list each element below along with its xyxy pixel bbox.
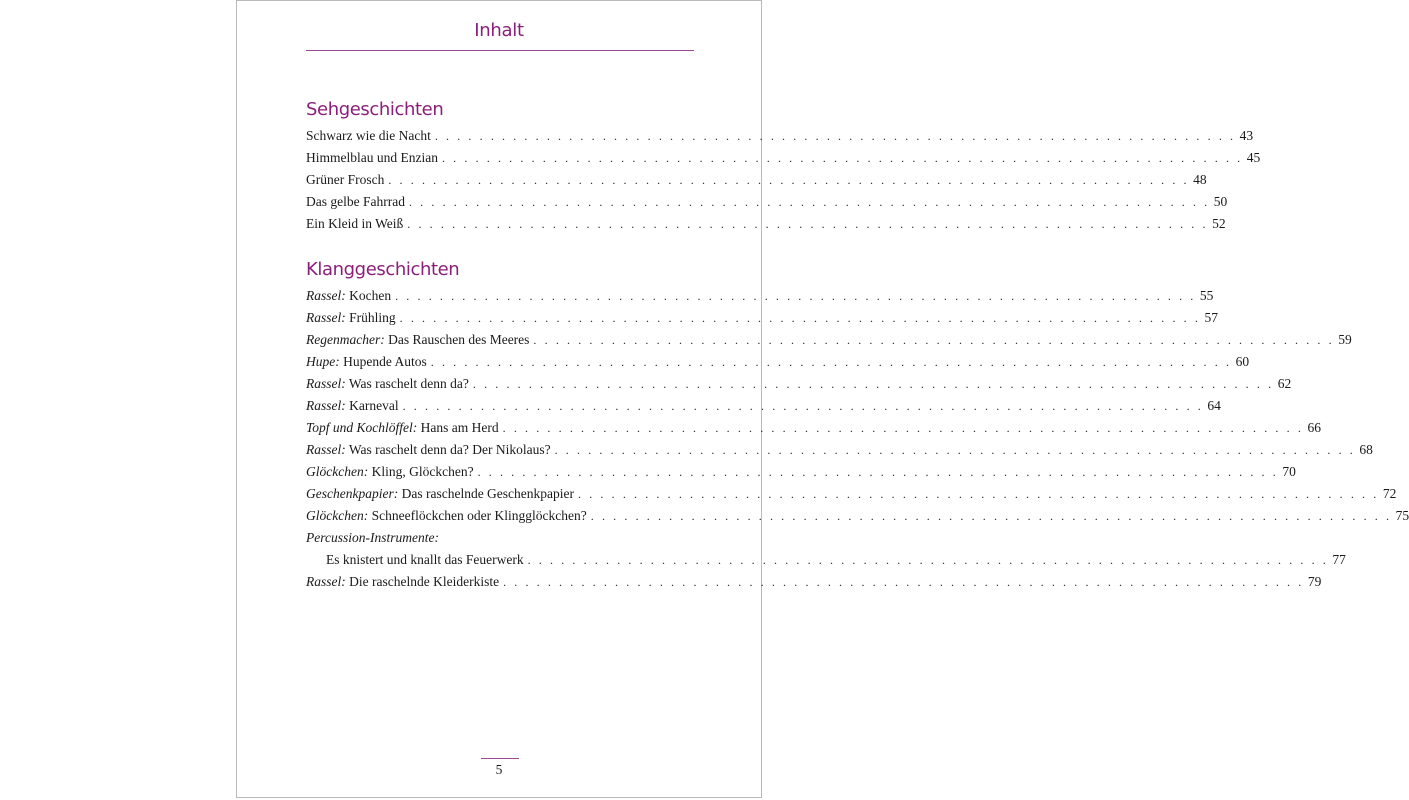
- toc-entry[interactable]: [306, 373, 1292, 395]
- toc-entry-text: Hupende Autos: [343, 354, 427, 369]
- dot-leader: . . . . . . . . . . . . . . . . . . . . . . . . . . . . . . . . . . . . . . . . . . . . . . . . . . . . . . . . . . . . . . . . . . . . . . . .: [407, 217, 1209, 231]
- dot-leader: . . . . . . . . . . . . . . . . . . . . . . . . . . . . . . . . . . . . . . . . . . . . . . . . . . . . . . . . . . . . . . . . . . . . . . . .: [408, 195, 1210, 209]
- dot-leader: . . . . . . . . . . . . . . . . . . . . . . . . . . . . . . . . . . . . . . . . . . . . . . . . . . . . . . . . . . . . . . . . . . . . . . . .: [554, 443, 1356, 457]
- toc-entry[interactable]: [306, 549, 1346, 571]
- toc-entry-instrument: Topf und Kochlöffel:: [306, 420, 418, 435]
- toc-entry-page: 64: [1207, 398, 1221, 413]
- toc-entry-text: Das raschelnde Geschenkpapier: [401, 486, 575, 501]
- dot-leader: . . . . . . . . . . . . . . . . . . . . . . . . . . . . . . . . . . . . . . . . . . . . . . . . . . . . . . . . . . . . . . . . . . . . . . . .: [399, 311, 1201, 325]
- toc-entry-text: Was raschelt denn da? Der Nikolaus?: [348, 442, 551, 457]
- toc-entry[interactable]: [306, 213, 1226, 235]
- dot-leader: . . . . . . . . . . . . . . . . . . . . . . . . . . . . . . . . . . . . . . . . . . . . . . . . . . . . . . . . . . . . . . . . . . . . . . . .: [441, 151, 1243, 165]
- toc-entry-title: [306, 285, 391, 307]
- toc-entry-page: 59: [1338, 332, 1352, 347]
- toc-entry-page: 45: [1246, 150, 1261, 165]
- dot-leader: . . . . . . . . . . . . . . . . . . . . . . . . . . . . . . . . . . . . . . . . . . . . . . . . . . . . . . . . . . . . . . . . . . . . . . . .: [472, 377, 1274, 391]
- toc-entry-page: 75: [1395, 508, 1409, 523]
- toc-entry-page: 50: [1213, 194, 1228, 209]
- toc-entry-instrument: Geschenkpapier:: [306, 486, 399, 501]
- toc-entry-title: [306, 125, 431, 147]
- toc-entry-instrument: Regenmacher:: [306, 332, 385, 347]
- toc-entry-text: Das gelbe Fahrrad: [306, 194, 405, 209]
- toc-entry[interactable]: [306, 439, 1373, 461]
- toc-entry-text: Kochen: [349, 288, 392, 303]
- title-rule: [306, 50, 694, 51]
- toc-entry[interactable]: [306, 571, 1322, 593]
- toc-entry[interactable]: [306, 417, 1321, 439]
- toc-entry-page: 68: [1359, 442, 1373, 457]
- toc-entry-instrument: Rassel:: [306, 376, 346, 391]
- toc-entry-title: [306, 505, 587, 527]
- toc-entry-title: [306, 169, 384, 191]
- toc-entry-instrument: Hupe:: [306, 354, 340, 369]
- section-heading: Sehgeschichten: [306, 99, 444, 120]
- toc-entry-title: [306, 417, 499, 439]
- dot-leader: . . . . . . . . . . . . . . . . . . . . . . . . . . . . . . . . . . . . . . . . . . . . . . . . . . . . . . . . . . . . . . . . . . . . . . . .: [430, 355, 1232, 369]
- toc-entry-text: Kling, Glöckchen?: [371, 464, 474, 479]
- document-page: [236, 0, 1409, 798]
- toc-entry-title: [306, 147, 438, 169]
- dot-leader: . . . . . . . . . . . . . . . . . . . . . . . . . . . . . . . . . . . . . . . . . . . . . . . . . . . . . . . . . . . . . . . . . . . . . . . .: [434, 129, 1236, 143]
- toc-entry-page: 62: [1277, 376, 1292, 391]
- dot-leader: . . . . . . . . . . . . . . . . . . . . . . . . . . . . . . . . . . . . . . . . . . . . . . . . . . . . . . . . . . . . . . . . . . . . . . . .: [578, 487, 1379, 501]
- toc-entry-text: Hans am Herd: [420, 420, 499, 435]
- toc-entry-title: [306, 461, 474, 483]
- toc-entry-title: [306, 329, 529, 351]
- toc-entry-text: Schneeflöckchen oder Klingglöckchen?: [371, 508, 587, 523]
- toc-entry[interactable]: [306, 147, 1261, 169]
- toc-entry-text: Schwarz wie die Nacht: [306, 128, 431, 143]
- toc-entry-title: [306, 527, 439, 549]
- toc-entry-page: 52: [1212, 216, 1226, 231]
- dot-leader: . . . . . . . . . . . . . . . . . . . . . . . . . . . . . . . . . . . . . . . . . . . . . . . . . . . . . . . . . . . . . . . . . . . . . . . .: [503, 575, 1304, 589]
- toc-entry[interactable]: [306, 169, 1207, 191]
- section-heading: Klanggeschichten: [306, 259, 460, 280]
- toc-entry-title: [306, 351, 427, 373]
- toc-entry-page: 72: [1382, 486, 1397, 501]
- toc-section: [306, 255, 1409, 593]
- dot-leader: . . . . . . . . . . . . . . . . . . . . . . . . . . . . . . . . . . . . . . . . . . . . . . . . . . . . . . . . . . . . . . . . . . . . . . . .: [402, 399, 1204, 413]
- toc-entry-title: [306, 571, 499, 593]
- dot-leader: . . . . . . . . . . . . . . . . . . . . . . . . . . . . . . . . . . . . . . . . . . . . . . . . . . . . . . . . . . . . . . . . . . . . . . . .: [395, 289, 1196, 303]
- toc-entry-text: Das Rauschen des Meeres: [388, 332, 530, 347]
- toc-entry-title: [306, 213, 403, 235]
- toc-entry-title: [306, 307, 396, 329]
- toc-entry-text: Ein Kleid in Weiß: [306, 216, 404, 231]
- toc-entry-text: Frühling: [349, 310, 396, 325]
- table-of-contents: [306, 95, 1409, 593]
- toc-entry[interactable]: [306, 351, 1250, 373]
- toc-entry-instrument: Glöckchen:: [306, 508, 369, 523]
- dot-leader: . . . . . . . . . . . . . . . . . . . . . . . . . . . . . . . . . . . . . . . . . . . . . . . . . . . . . . . . . . . . . . . . . . . . . . . .: [502, 421, 1304, 435]
- dot-leader: . . . . . . . . . . . . . . . . . . . . . . . . . . . . . . . . . . . . . . . . . . . . . . . . . . . . . . . . . . . . . . . . . . . . . . . .: [533, 333, 1335, 347]
- toc-entry-title: [326, 549, 524, 571]
- toc-entry-page: 48: [1193, 172, 1207, 187]
- toc-entry[interactable]: [306, 329, 1352, 351]
- toc-entry-text: Es knistert und knallt das Feuerwerk: [326, 552, 524, 567]
- toc-entry-page: 57: [1204, 310, 1218, 325]
- dot-leader: . . . . . . . . . . . . . . . . . . . . . . . . . . . . . . . . . . . . . . . . . . . . . . . . . . . . . . . . . . . . . . . . . . . . . . . .: [477, 465, 1279, 479]
- toc-entry[interactable]: [306, 191, 1228, 213]
- toc-entry-text: Die raschelnde Kleiderkiste: [349, 574, 500, 589]
- toc-entry-instrument: Rassel:: [306, 442, 346, 457]
- toc-entry-instrument: Rassel:: [306, 288, 346, 303]
- toc-entry[interactable]: [306, 461, 1296, 483]
- footer-rule: [481, 758, 519, 759]
- toc-entry-instrument: Rassel:: [306, 574, 346, 589]
- dot-leader: . . . . . . . . . . . . . . . . . . . . . . . . . . . . . . . . . . . . . . . . . . . . . . . . . . . . . . . . . . . . . . . . . . . . . . . .: [527, 553, 1329, 567]
- toc-entry-instrument: Rassel:: [306, 398, 346, 413]
- toc-entry-page: 77: [1332, 552, 1346, 567]
- toc-entry[interactable]: [306, 395, 1221, 417]
- toc-entry-page: 79: [1307, 574, 1322, 589]
- toc-entry[interactable]: [306, 505, 1409, 527]
- toc-entry[interactable]: [306, 527, 694, 549]
- toc-entry-page: 55: [1199, 288, 1214, 303]
- toc-entry-page: 66: [1307, 420, 1321, 435]
- toc-entry-title: [306, 483, 574, 505]
- toc-entry-page: 43: [1239, 128, 1254, 143]
- dot-leader: . . . . . . . . . . . . . . . . . . . . . . . . . . . . . . . . . . . . . . . . . . . . . . . . . . . . . . . . . . . . . . . . . . . . . . . .: [590, 509, 1392, 523]
- toc-entry-text: Was raschelt denn da?: [348, 376, 469, 391]
- toc-entry-text: Karneval: [349, 398, 399, 413]
- toc-section: [306, 95, 1261, 235]
- toc-entry-instrument: Glöckchen:: [306, 464, 369, 479]
- toc-entry-title: [306, 439, 551, 461]
- toc-entry[interactable]: [306, 483, 1397, 505]
- toc-entry-title: [306, 191, 405, 213]
- toc-entry[interactable]: [306, 285, 1214, 307]
- toc-entry[interactable]: [306, 307, 1218, 329]
- toc-entry-text: Grüner Frosch: [306, 172, 385, 187]
- toc-entry-instrument: Rassel:: [306, 310, 346, 325]
- toc-entry-title: [306, 395, 399, 417]
- dot-leader: . . . . . . . . . . . . . . . . . . . . . . . . . . . . . . . . . . . . . . . . . . . . . . . . . . . . . . . . . . . . . . . . . . . . . . . .: [388, 173, 1190, 187]
- toc-entry[interactable]: [306, 125, 1254, 147]
- toc-entry-instrument: Percussion-Instrumente:: [306, 530, 439, 545]
- page-number: 5: [495, 762, 503, 777]
- toc-entry-text: Himmelblau und Enzian: [306, 150, 438, 165]
- page-title: Inhalt: [474, 20, 524, 41]
- toc-entry-page: 70: [1282, 464, 1296, 479]
- toc-entry-page: 60: [1235, 354, 1250, 369]
- toc-entry-title: [306, 373, 469, 395]
